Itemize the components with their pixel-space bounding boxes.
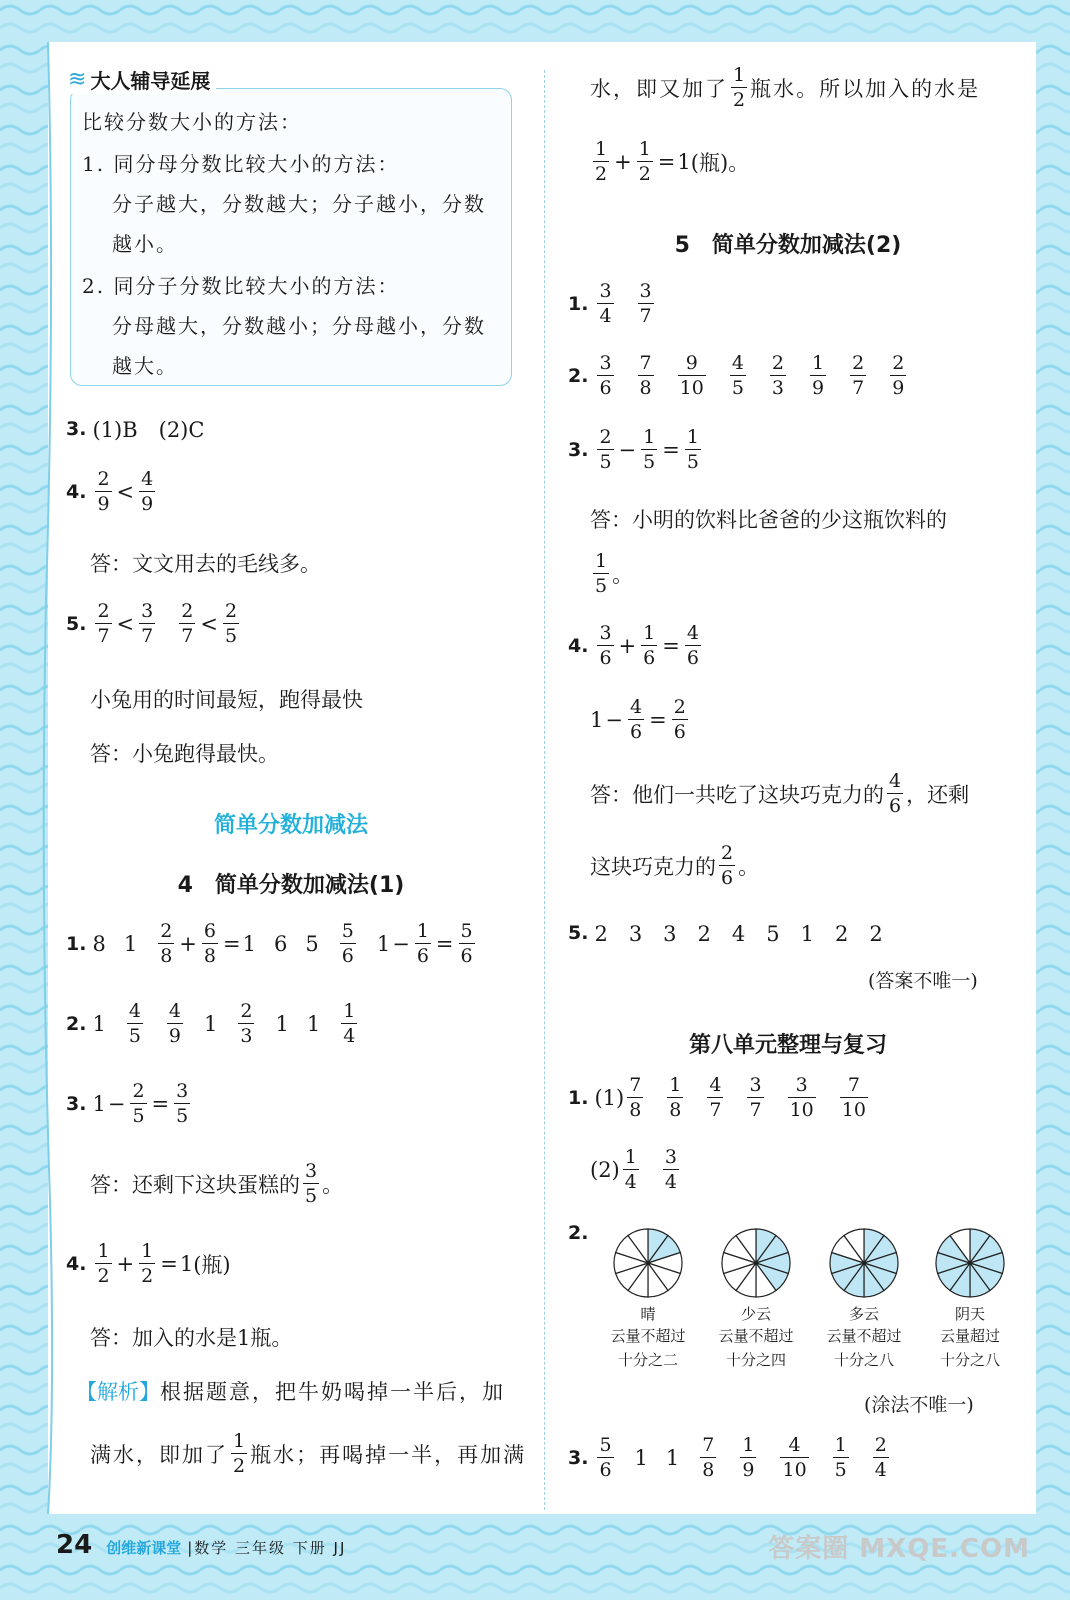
fraction: $\frac{4}{10}$ <box>782 1434 807 1481</box>
fraction: $\frac{2}{5}$ <box>224 600 238 647</box>
fraction: $\frac{2}{3}$ <box>240 1000 253 1047</box>
fraction: $\frac{4}{6}$ <box>686 622 699 669</box>
fraction: $\frac{2}{7}$ <box>181 600 194 647</box>
answer-5-sentence: 答：小兔跑得最快。 <box>90 742 279 766</box>
wheel-overcast: 阴天 云量超过 十分之八 <box>920 1225 1020 1372</box>
fraction: $\frac{3}{7}$ <box>639 280 652 327</box>
fraction: $\frac{1}{8}$ <box>669 1074 682 1121</box>
fraction: $\frac{1}{5}$ <box>643 426 656 473</box>
l4-sentence: 答：加入的水是1瓶。 <box>90 1326 293 1350</box>
tip-line: 分母越大，分数越小；分母越小，分数 <box>112 314 486 338</box>
fraction: $\frac{1}{2}$ <box>638 138 651 185</box>
fraction: $\frac{2}{6}$ <box>673 696 686 743</box>
fraction: $\frac{7}{10}$ <box>841 1074 866 1121</box>
answer-5-line: 小兔用的时间最短，跑得最快 <box>90 688 363 712</box>
column-divider <box>544 70 545 1510</box>
fraction: $\frac{7}{8}$ <box>639 352 652 399</box>
left-column <box>66 62 526 1532</box>
r5-answer: 5. 2 3 3 2 4 5 1 2 2 <box>568 922 883 946</box>
fraction: $\frac{1}{2}$ <box>233 1430 246 1477</box>
jiexi-line1: 【解析】 根据题意，把牛奶喝掉一半后，加 <box>76 1376 505 1406</box>
fraction: $\frac{3}{5}$ <box>305 1160 318 1207</box>
lesson-title: 4 简单分数加减法(1) <box>177 873 405 898</box>
r4-answer-2: 1 − $\frac{4}{6}$ = $\frac{2}{6}$ <box>590 696 686 743</box>
fraction: $\frac{1}{5}$ <box>595 550 608 597</box>
fraction: $\frac{7}{8}$ <box>702 1434 715 1481</box>
fraction: $\frac{3}{4}$ <box>599 280 612 327</box>
tip-line: 2. 同分子分数比较大小的方法： <box>82 274 400 298</box>
fraction: $\frac{1}{4}$ <box>343 1000 356 1047</box>
fraction: $\frac{5}{6}$ <box>341 920 354 967</box>
fraction: $\frac{3}{4}$ <box>664 1146 677 1193</box>
section-title: 简单分数加减法 <box>213 813 368 838</box>
fraction: $\frac{4}{9}$ <box>141 468 154 515</box>
fraction: $\frac{2}{7}$ <box>852 352 865 399</box>
fraction: $\frac{2}{5}$ <box>599 426 612 473</box>
tip-line: 分子越大，分数越大；分子越小，分数 <box>112 192 486 216</box>
fraction: $\frac{2}{9}$ <box>97 468 110 515</box>
answer-4: 4. $\frac{2}{9}$ < $\frac{4}{9}$ <box>66 468 154 515</box>
fraction: $\frac{1}{2}$ <box>97 1240 110 1287</box>
fraction: $\frac{3}{6}$ <box>599 622 612 669</box>
tip-header <box>68 64 216 94</box>
fraction: $\frac{1}{2}$ <box>141 1240 154 1287</box>
wave-icon: ≋ <box>68 66 87 92</box>
l3-sentence: 答：还剩下这块蛋糕的 $\frac{3}{5}$ 。 <box>90 1160 344 1207</box>
answer-5: 5. $\frac{2}{7}$ < $\frac{3}{7}$ $\frac{2}{7}$ < $\frac{2}{5}$ <box>66 600 238 647</box>
unit-title: 第八单元整理与复习 <box>688 1033 887 1058</box>
right-column <box>568 62 1038 1532</box>
r3-answer: 3. $\frac{2}{5}$ − $\frac{1}{5}$ = $\frac{1}{5}$ <box>568 426 699 473</box>
wheel-clear: 晴 云量不超过 十分之二 <box>598 1225 698 1372</box>
jiexi-continued: 水，即又加了 $\frac{1}{2}$ 瓶水。所以加入的水是 <box>590 64 981 111</box>
fraction: $\frac{3}{7}$ <box>749 1074 762 1121</box>
fraction: $\frac{1}{5}$ <box>834 1434 847 1481</box>
u2-note: (涂法不唯一) <box>864 1394 974 1416</box>
book-meta: |数学 三年级 下册 JJ <box>187 1539 347 1557</box>
fraction: $\frac{2}{5}$ <box>132 1080 145 1127</box>
fraction: $\frac{2}{9}$ <box>892 352 905 399</box>
fraction: $\frac{2}{7}$ <box>97 600 110 647</box>
fraction: $\frac{4}{6}$ <box>629 696 643 743</box>
u1-answer: 1. (1) $\frac{7}{8}$ $\frac{1}{8}$ $\frac{4}{7}$ $\frac{3}{7}$ $\frac{3}{10}$ $\frac{7}{10}$ <box>568 1074 866 1121</box>
lesson-title: 5 简单分数加减法(2) <box>674 233 902 258</box>
tip-line: 越大。 <box>112 354 178 378</box>
fraction: $\frac{4}{6}$ <box>889 770 902 817</box>
l2-answer: 2. 1 $\frac{4}{5}$ $\frac{4}{9}$ 1 $\frac{2}{3}$ 1 1 $\frac{1}{4}$ <box>66 1000 356 1047</box>
fraction: $\frac{4}{5}$ <box>731 352 744 399</box>
r4-sentence-2: 这块巧克力的 $\frac{2}{6}$ 。 <box>590 842 760 889</box>
r4-answer: 4. $\frac{3}{6}$ + $\frac{1}{6}$ = $\frac{4}{6}$ <box>568 622 699 669</box>
page-footer <box>56 1530 346 1560</box>
fraction: $\frac{4}{7}$ <box>709 1074 722 1121</box>
fraction: $\frac{3}{5}$ <box>176 1080 189 1127</box>
jiexi-line2: 满水，即加了 $\frac{1}{2}$ 瓶水；再喝掉一半，再加满 <box>90 1430 527 1477</box>
l3-answer: 3. 1 − $\frac{2}{5}$ = $\frac{3}{5}$ <box>66 1080 189 1127</box>
fraction: $\frac{2}{4}$ <box>874 1434 887 1481</box>
u1-part2: (2) $\frac{1}{4}$ $\frac{3}{4}$ <box>590 1146 677 1193</box>
fraction: $\frac{6}{8}$ <box>203 920 216 967</box>
wheel-cloudy: 多云 云量不超过 十分之八 <box>814 1225 914 1372</box>
tip-line: 1. 同分母分数比较大小的方法： <box>82 152 400 176</box>
fraction: $\frac{3}{7}$ <box>141 600 154 647</box>
answer-3: 3. (1)B (2)C <box>66 418 205 442</box>
jiexi-result: $\frac{1}{2}$ + $\frac{1}{2}$ = 1 (瓶)。 <box>595 138 750 185</box>
l4-answer: 4. $\frac{1}{2}$ + $\frac{1}{2}$ = 1 (瓶) <box>66 1240 231 1287</box>
tip-title: 大人辅导延展 <box>90 68 211 93</box>
fraction: $\frac{7}{8}$ <box>629 1074 642 1121</box>
fraction: $\frac{1}{6}$ <box>643 622 656 669</box>
fraction: $\frac{5}{6}$ <box>460 920 473 967</box>
fraction: $\frac{1}{2}$ <box>595 138 608 185</box>
fraction: $\frac{5}{6}$ <box>599 1434 612 1481</box>
r3-sentence: 答：小明的饮料比爸爸的少这瓶饮料的 <box>590 508 947 532</box>
fraction: $\frac{4}{9}$ <box>168 1000 182 1047</box>
fraction: $\frac{2}{6}$ <box>721 842 734 889</box>
fraction: $\frac{1}{6}$ <box>416 920 429 967</box>
fraction: $\frac{1}{4}$ <box>624 1146 637 1193</box>
page-number: 24 <box>56 1530 93 1560</box>
r4-sentence: 答：他们一共吃了这块巧克力的 $\frac{4}{6}$ ，还剩 <box>590 770 970 817</box>
r1-answer: 1. $\frac{3}{4}$ $\frac{3}{7}$ <box>568 280 652 327</box>
fraction: $\frac{4}{5}$ <box>128 1000 141 1047</box>
cloud-wheels <box>578 1225 1018 1395</box>
fraction: $\frac{1}{2}$ <box>733 64 746 111</box>
brand-name: 创维新课堂 <box>106 1539 182 1557</box>
fraction: $\frac{3}{10}$ <box>789 1074 814 1121</box>
jiexi-label: 【解析】 <box>76 1380 160 1404</box>
fraction: $\frac{3}{6}$ <box>599 352 612 399</box>
u3-answer: 3. $\frac{5}{6}$ 1 1 $\frac{7}{8}$ $\frac{1}{9}$ $\frac{4}{10}$ $\frac{1}{5}$ $\frac{2}{4}$ <box>568 1434 887 1481</box>
fraction: $\frac{1}{9}$ <box>812 352 825 399</box>
r3-sentence-tail: $\frac{1}{5}$ 。 <box>595 550 634 597</box>
l1-answer: 1. 8 1 $\frac{2}{8}$ + $\frac{6}{8}$ = 1 6 5 $\frac{5}{6}$ 1 − $\frac{1}{6}$ = $\frac{5}{6}$ <box>66 920 473 967</box>
r5-note: (答案不唯一) <box>868 970 978 992</box>
fraction: $\frac{2}{3}$ <box>771 352 785 399</box>
fraction: $\frac{2}{8}$ <box>160 920 173 967</box>
fraction: $\frac{1}{9}$ <box>742 1434 755 1481</box>
fraction: $\frac{1}{5}$ <box>686 426 699 473</box>
wheel-few-clouds: 少云 云量不超过 十分之四 <box>706 1225 806 1372</box>
tip-line: 比较分数大小的方法： <box>82 110 302 134</box>
fraction: $\frac{9}{10}$ <box>679 352 704 399</box>
u2-label: 2. <box>568 1222 589 1244</box>
r2-answer: 2. $\frac{3}{6}$ $\frac{7}{8}$ $\frac{9}{10}$ $\frac{4}{5}$ $\frac{2}{3}$ $\frac{1}{9}$ $\frac{2}{7}$ $\frac{2}{9}$ <box>568 352 905 399</box>
tip-line: 越小。 <box>112 232 178 256</box>
answer-4-sentence: 答：文文用去的毛线多。 <box>90 552 321 576</box>
watermark: 答案圈 MXQE.COM <box>768 1534 1030 1564</box>
